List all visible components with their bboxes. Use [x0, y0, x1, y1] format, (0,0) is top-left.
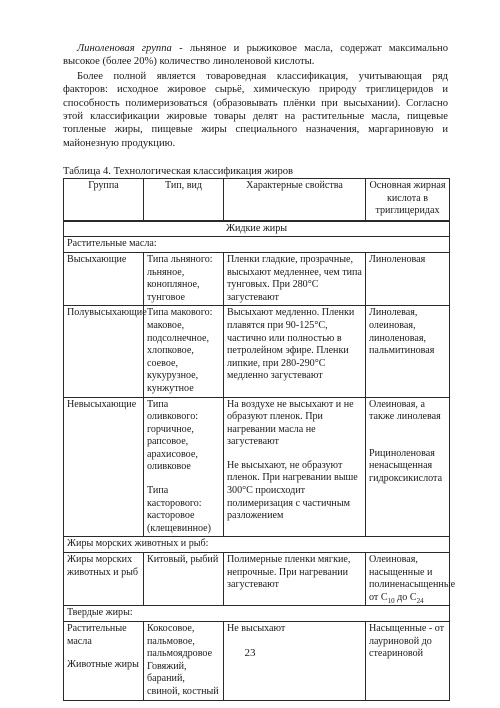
subsection-row-solid [64, 606, 450, 622]
paragraph-classification: Более полной является товароведная классификация, учитывающая ряд факторов: исходное жировое сырьё, химическую природу триглицеридов и способность полимеризоваться (образовывать плёнки при высыхании). Согласно этой классификации жировые товары делят на растительные масла, пищевые топленые жиры, пищевые жиры специального назначения, маргариновую и майонезную продукцию. [63, 70, 448, 149]
acid-marine-sub-from: 10 [387, 596, 395, 605]
classification-table [63, 178, 456, 701]
cell-acid-marine [366, 553, 456, 606]
cell-acid-semi-drying: Линолевая, олеиновая, линоленовая, пальмитиновая [366, 306, 450, 397]
cell-type-semi-drying: Типа макового: маковое, подсолнечное, хлопковое, соевое, кукурузное, кунжутное [144, 306, 224, 397]
cell-group-semi-drying: Полувысыхающие [64, 306, 144, 397]
acid-marine-sub-to: 24 [416, 596, 424, 605]
type-olive: Типа оливкового: горчичное, рапсовое, арахисовое, оливковое [147, 398, 199, 473]
header-type: Тип, вид [144, 179, 224, 221]
acid-marine-mid: до С [394, 591, 417, 603]
type-castor: Типа касторового: касторовое (клещевинное) [147, 485, 212, 534]
section-row-liquid [64, 221, 450, 237]
cell-type-marine: Китовый, рыбий [144, 553, 224, 606]
table-header-row [64, 179, 450, 221]
group-vegetable-solid: Растительные масла [67, 623, 127, 647]
table-row-semi-drying [64, 306, 450, 397]
header-fatty-acid: Основная жирная кислота в триглицеридах [366, 179, 450, 221]
cell-group-solid [64, 622, 144, 701]
cell-props-non-drying [224, 397, 366, 537]
cell-group-non-drying: Невысыхающие [64, 397, 144, 537]
term-linolenic-group: Линоленовая группа [77, 43, 172, 54]
cell-group-drying: Высыхающие [64, 252, 144, 305]
cell-props-drying: Пленки гладкие, прозрачные, высыхают медленнее, чем типа тунговых. При 280°С загустевают [224, 252, 366, 305]
subsection-vegetable-oils: Растительные масла: [64, 237, 450, 253]
subsection-row-vegetable [64, 237, 450, 253]
section-liquid-fats: Жидкие жиры [64, 221, 450, 237]
header-properties: Характерные свойства [224, 179, 366, 221]
table-caption: Таблица 4. Технологическая классификация жиров [63, 166, 294, 177]
subsection-row-marine [64, 537, 450, 553]
cell-props-solid: Не высыхают [224, 622, 366, 701]
cell-props-semi-drying: Высыхают медленно. Пленки плавятся при 90-125°С, частично или полностью в петролейном эфире. Пленки липкие, при 280-290°С медленно загустевают [224, 306, 366, 397]
acid-olive: Олеиновая, а также линолевая [369, 398, 441, 423]
paragraph-linolenic-text: - льняное и рыжиковое масла, содержат максимально высокое (более 20%) количество линоленовой кислоты. [63, 43, 448, 68]
page-number: 23 [244, 647, 256, 659]
cell-acid-solid: Насыщенные - от лауриновой до стеариновой [366, 622, 450, 701]
table-row-drying [64, 252, 450, 305]
table-row-solid [64, 622, 450, 701]
subsection-solid-fats: Твердые жиры: [64, 606, 450, 622]
acid-marine-text: Олеиновая, насыщенные и полиненасыщенные от С [369, 554, 456, 603]
subsection-marine-fats: Жиры морских животных и рыб: [64, 537, 450, 553]
paragraph-linolenic-group [63, 42, 448, 69]
props-olive: На воздухе не высыхают и не образуют пленок. При нагревании масла не загустевают [227, 398, 354, 448]
header-group: Группа [64, 179, 144, 221]
cell-type-non-drying [144, 397, 224, 537]
body-text [63, 42, 448, 150]
cell-type-drying: Типа льняного: льняное, конопляное, тунговое [144, 252, 224, 305]
cell-props-marine: Полимерные пленки мягкие, непрочные. При нагревании загустевают [224, 553, 366, 606]
acid-castor: Рициноленовая ненасыщенная гидроксикислота [369, 447, 443, 484]
cell-acid-non-drying [366, 397, 450, 537]
group-animal-fats: Животные жиры [67, 659, 139, 671]
table-row-non-drying [64, 397, 450, 537]
cell-type-solid: Кокосовое, пальмовое, пальмоядровое Говяжий, бараний, свиной, костный [144, 622, 224, 701]
cell-group-marine: Жиры морских животных и рыб [64, 553, 144, 606]
cell-acid-drying: Линоленовая [366, 252, 450, 305]
table-row-marine [64, 553, 450, 606]
props-castor: Не высыхают, не образуют пленок. При нагревании выше 300°С происходит полимеризация с частичным разложением [227, 459, 358, 522]
